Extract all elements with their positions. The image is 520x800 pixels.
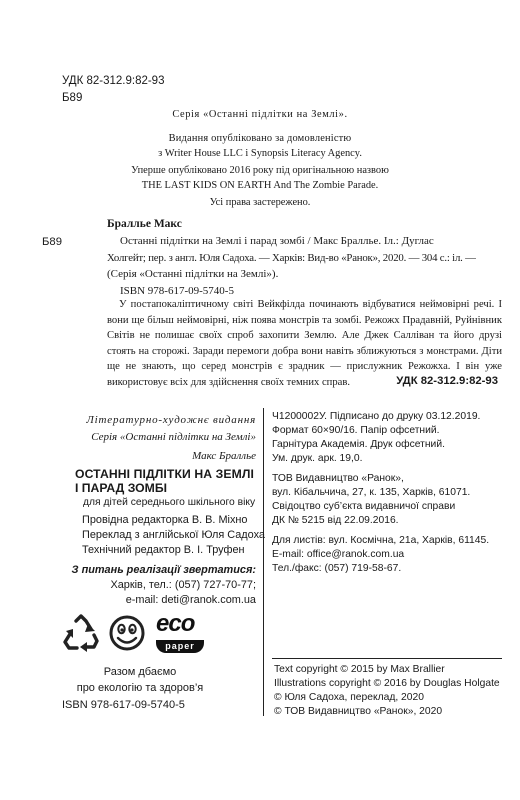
book-title-line-1: ОСТАННІ ПІДЛІТКИ НА ЗЕМЛІ [75,467,254,481]
series-line: Серія «Останні підлітки на Землі». [172,109,348,120]
author-mark: Б89 [62,92,83,104]
smiley-icon [108,612,146,654]
print-info-line-3: Гарнітура Академія. Друк офсетний. [272,439,445,450]
recycle-icon [60,613,102,655]
sales-heading: З питань реалізації звертатися: [71,564,256,576]
left-isbn: ISBN 978-617-09-5740-5 [62,699,185,711]
left-author-line: Макс Браллье [192,450,256,462]
rights-line: Усі права застережено. [209,197,311,208]
copyright-publisher: © ТОВ Видавництво «Ранок», 2020 [274,706,443,717]
letters-address: Для листів: вул. Космічна, 21а, Харків, 61145. [272,535,490,546]
udk-code: УДК 82-312.9:82-93 [62,75,165,87]
publisher-line-1: ТОВ Видавництво «Ранок», [272,473,404,484]
copyright-rule [272,658,502,659]
book-title-line-2: І ПАРАД ЗОМБІ [75,481,167,495]
column-divider [263,408,264,716]
left-series-line: Серія «Останні підлітки на Землі» [91,431,256,443]
eco-logo-subtext: paper [165,641,195,651]
genre-line: Літературно-художнє видання [86,414,256,426]
print-info-line-2: Формат 60×90/16. Папір офсетний. [272,425,440,436]
catalog-mark: Б89 [42,236,62,248]
eco-logo-text: eco [156,610,195,637]
credit-tech-editor: Технічний редактор В. І. Труфен [82,544,245,556]
agreement-line-2: з Writer House LLC і Synopsis Literacy Agency. [158,148,362,159]
publisher-line-2: вул. Кібальчича, 27, к. 135, Харків, 61071. [272,487,471,498]
first-published-line: Уперше опубліковано 2016 року під оригінальною назвою [131,165,389,176]
original-title: THE LAST KIDS ON EARTH And The Zombie Parade. [141,180,379,191]
slogan-line-2: про екологію та здоров’я [76,682,204,694]
letters-phone: Тел./факс: (057) 719-58-67. [272,563,402,574]
catalog-desc-line-1: Останні підлітки на Землі і парад зомбі / Макс Браллье. Іл.: Дуглас [120,235,434,247]
catalog-udk: УДК 82-312.9:82-93 [396,375,498,387]
eco-paper-logo [150,612,208,658]
copyright-illustrations: Illustrations copyright © 2016 by Douglas Holgate [274,678,500,689]
catalog-desc-line-3: (Серія «Останні підлітки на Землі»). [107,268,279,280]
catalog-annotation: У постапокаліптичному світі Вейкфілда починають відбуватися неймовірні речі. І вони ще більш неймовірні, ніж поява монстрів та зомбі. Режожх Прадавній, Руйнівник Світів не полишає своїх спроб захопити Землю. Але Джек Салліван та його друзі стоять на сторожі. Заради перемоги добра вони навіть зближуються з монстрами. Діти ще не знають, що серед монстрів є зрадник — прислужник Режожха. І він уже використовує всіх для здійснення своїх темних справ. [107,299,502,388]
catalog-isbn: ISBN 978-617-09-5740-5 [120,285,234,297]
credit-editor: Провідна редакторка В. В. Міхно [82,514,248,526]
publisher-line-4: ДК № 5215 від 22.09.2016. [272,515,399,526]
publisher-line-3: Свідоцтво суб’єкта видавничої справи [272,501,456,512]
credit-translator: Переклад з англійської Юля Садоха [82,529,265,541]
sales-phone: Харків, тел.: (057) 727-70-77; [110,579,256,591]
catalog-desc-line-2: Холгейт; пер. з англ. Юля Садоха. — Харків: Вид-во «Ранок», 2020. — 304 с.: іл. — [107,252,476,264]
agreement-line-1: Видання опубліковано за домовленістю [168,133,352,144]
print-info-line-4: Ум. друк. арк. 19,0. [272,453,363,464]
sales-email: e-mail: deti@ranok.com.ua [125,594,256,606]
copyright-translation: © Юля Садоха, переклад, 2020 [274,692,424,703]
copyright-text: Text copyright © 2015 by Max Brallier [274,664,445,675]
audience-line: для дітей середнього шкільного віку [83,497,256,508]
slogan-line-1: Разом дбаємо [103,666,177,678]
print-info-line-1: Ч1200002У. Підписано до друку 03.12.2019. [272,411,481,422]
letters-email: E-mail: office@ranok.com.ua [272,549,405,560]
catalog-author: Браллье Макс [107,218,182,230]
